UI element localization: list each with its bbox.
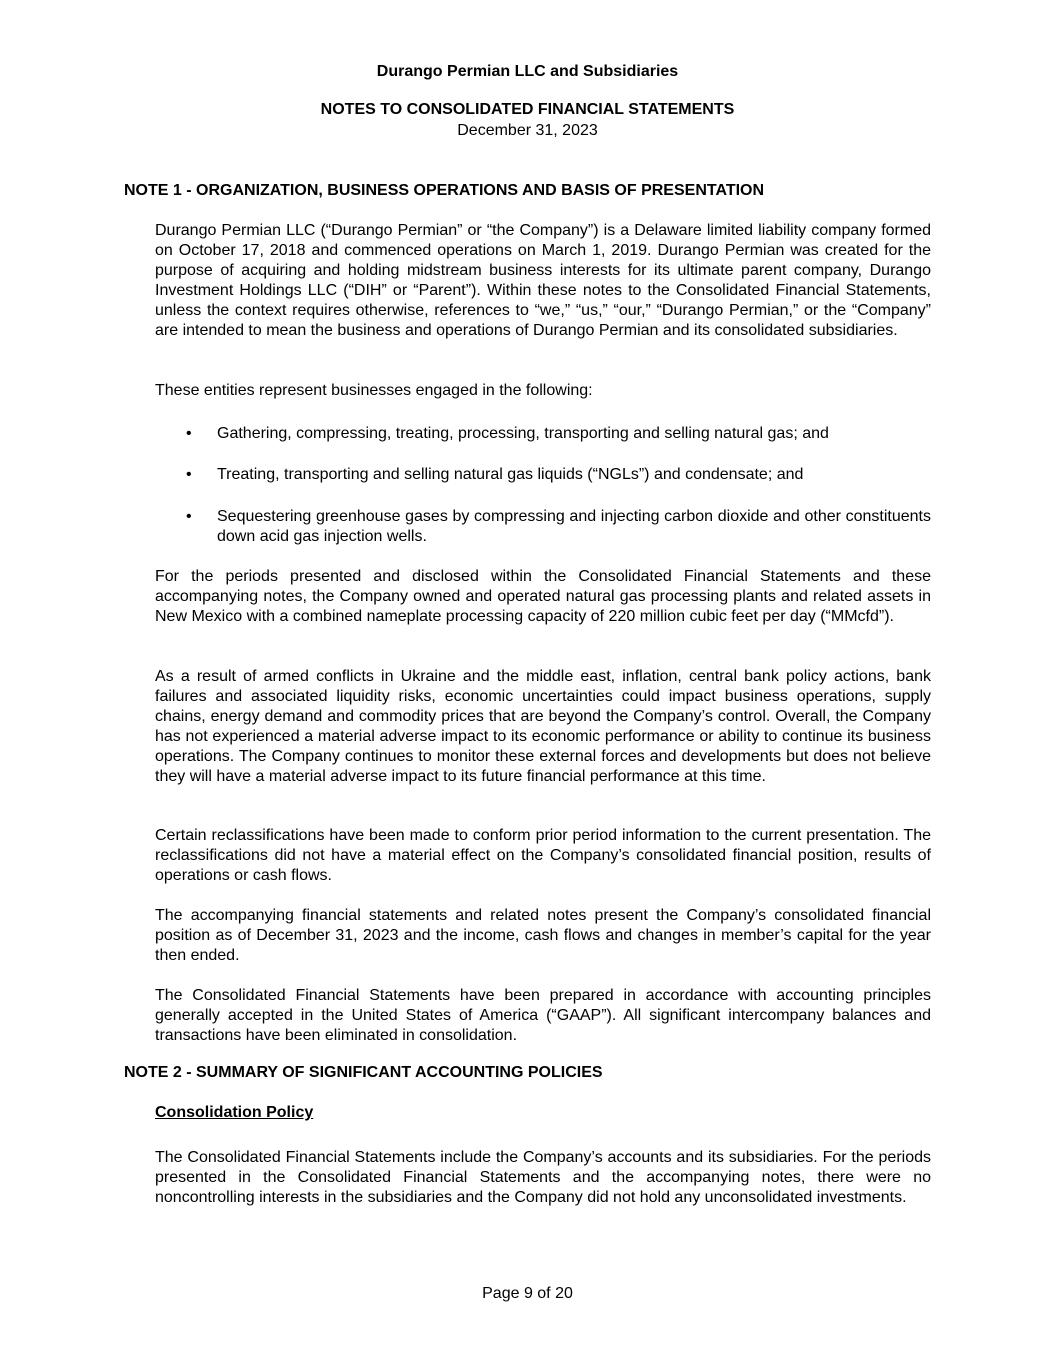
bullet-icon: • (186, 508, 192, 525)
document-title: NOTES TO CONSOLIDATED FINANCIAL STATEMENTS (320, 101, 735, 118)
consolidation-policy-heading: Consolidation Policy (155, 1104, 314, 1121)
note1-paragraph-4: As a result of armed conflicts in Ukraine and the middle east, inflation, central bank policy actions, bank failures and associated liquidity risks, economic uncertainties could impact business operations, supply chains, energy demand and commodity prices that are beyond the Company’s control. Overall, the Company has not experienced a material adverse impact to its economic performance or ability to continue its business operations. The Company continues to monitor these external forces and developments but does not believe they will have a material adverse impact to its future financial performance at this time. (155, 668, 931, 785)
bullet-text: Gathering, compressing, treating, processing, transporting and selling natural gas; and (217, 425, 829, 442)
statement-date: December 31, 2023 (457, 122, 598, 139)
note1-heading: NOTE 1 - ORGANIZATION, BUSINESS OPERATIONS AND BASIS OF PRESENTATION (124, 182, 765, 199)
bullet-list-item (186, 507, 931, 547)
bullet-icon: • (186, 425, 192, 442)
note1-paragraph-1: Durango Permian LLC (“Durango Permian” or “the Company”) is a Delaware limited liability company formed on October 17, 2018 and commenced operations on March 1, 2019. Durango Permian was created for the purpose of acquiring and holding midstream business interests for its ultimate parent company, Durango Investment Holdings LLC (“DIH” or “Parent”). Within these notes to the Consolidated Financial Statements, unless the context requires otherwise, references to “we,” “us,” “our,” “Durango Permian,” or the “Company” are intended to mean the business and operations of Durango Permian and its consolidated subsidiaries. (155, 222, 931, 339)
note2-heading: NOTE 2 - SUMMARY OF SIGNIFICANT ACCOUNTING POLICIES (124, 1064, 603, 1081)
note2-paragraph-1: The Consolidated Financial Statements include the Company’s accounts and its subsidiaries. For the periods presented in the Consolidated Financial Statements and the accompanying notes, there were no noncontrolling interests in the subsidiaries and the Company did not hold any unconsolidated investments. (155, 1149, 931, 1206)
note1-paragraph-6: The accompanying financial statements and related notes present the Company’s consolidated financial position as of December 31, 2023 and the income, cash flows and changes in member’s capital for the year then ended. (155, 907, 931, 964)
note1-paragraph-5: Certain reclassifications have been made to conform prior period information to the current presentation. The reclassifications did not have a material effect on the Company’s consolidated financial position, results of operations or cash flows. (155, 827, 931, 884)
bullet-icon: • (186, 466, 192, 483)
bullet-text: Sequestering greenhouse gases by compressing and injecting carbon dioxide and other constituents down acid gas injection wells. (217, 508, 931, 545)
bullet-list-item (186, 465, 931, 485)
note1-paragraph-2: These entities represent businesses engaged in the following: (155, 382, 593, 399)
bullet-list-item (186, 424, 931, 444)
bullet-text: Treating, transporting and selling natural gas liquids (“NGLs”) and condensate; and (217, 466, 804, 483)
note1-paragraph-3: For the periods presented and disclosed within the Consolidated Financial Statements and these accompanying notes, the Company owned and operated natural gas processing plants and related assets in New Mexico with a combined nameplate processing capacity of 220 million cubic feet per day (“MMcfd”). (155, 568, 931, 625)
company-name: Durango Permian LLC and Subsidiaries (376, 63, 679, 80)
note1-paragraph-7: The Consolidated Financial Statements have been prepared in accordance with accounting principles generally accepted in the United States of America (“GAAP”). All significant intercompany balances and transactions have been eliminated in consolidation. (155, 987, 931, 1044)
page-number: Page 9 of 20 (482, 1285, 573, 1302)
